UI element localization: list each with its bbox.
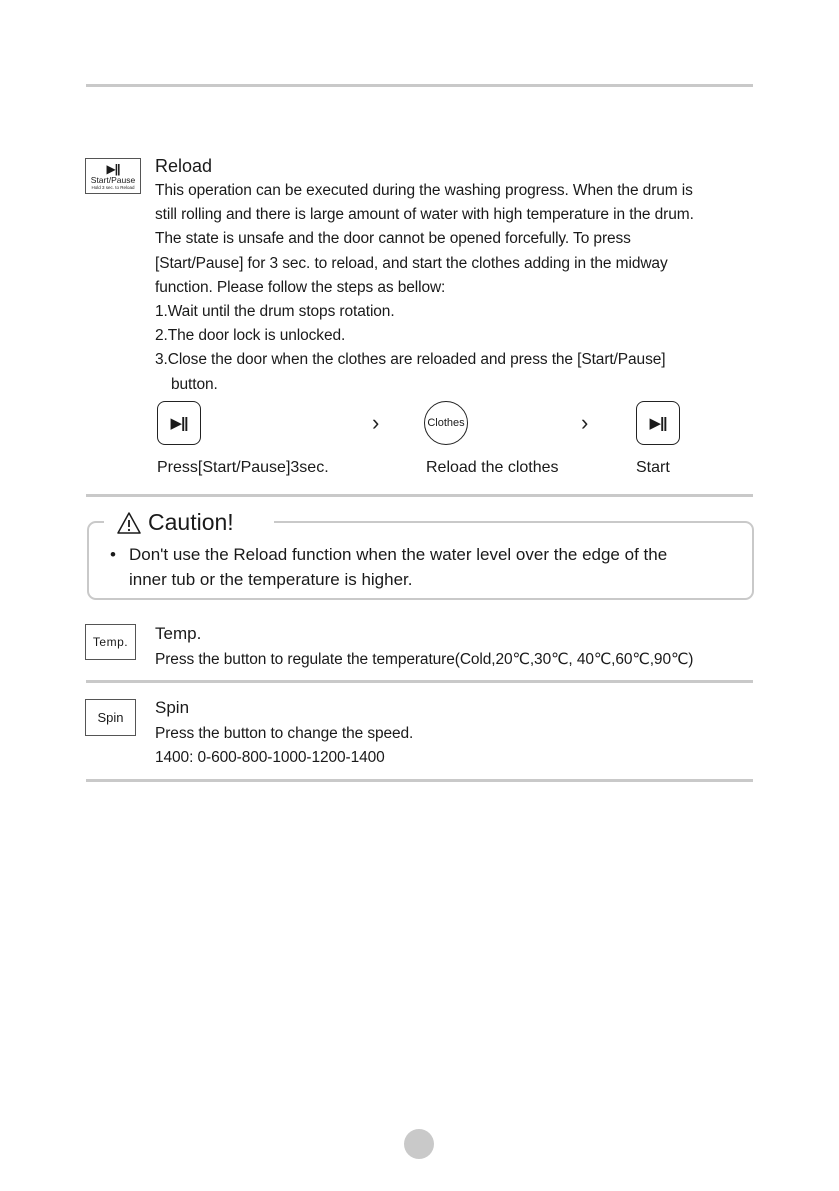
reload-title: Reload (155, 156, 213, 176)
top-divider (86, 84, 753, 87)
reload-description-line: This operation can be executed during the washing progress. When the drum is (155, 182, 693, 199)
bottom-divider (86, 779, 753, 782)
spin-description: Press the button to change the speed. (155, 725, 414, 742)
clothes-icon-label: Clothes (427, 417, 465, 429)
temp-button-icon (85, 624, 136, 660)
start-pause-button-icon (85, 158, 141, 194)
flow-start-button (636, 401, 680, 445)
temp-title: Temp. (155, 624, 202, 643)
section-divider (86, 680, 753, 683)
reload-steps-list (155, 300, 755, 397)
start-pause-icon-sublabel: Hold 3 sec. to Reload (91, 184, 135, 190)
reload-description-line: still rolling and there is large amount of water with high temperature in the drum. (155, 206, 694, 224)
caution-line: Don't use the Reload function when the water level over the edge of the (129, 545, 668, 564)
flow-step2-caption: Reload the clothes (426, 459, 559, 476)
reload-description (155, 179, 755, 397)
bullet: • (110, 545, 116, 564)
spin-speeds: 1400: 0-600-800-1000-1200-1400 (155, 749, 385, 766)
page-number-badge (404, 1129, 434, 1159)
spin-title: Spin (155, 698, 190, 717)
start-pause-icon-label: Start/Pause (90, 174, 136, 185)
reload-description-line: function. Please follow the steps as bellow: (155, 278, 446, 296)
flow-step3-caption: Start (636, 459, 670, 476)
reload-description-line: [Start/Pause] for 3 sec. to reload, and start the clothes adding in the midway (155, 254, 668, 272)
caution-line: inner tub or the temperature is higher. (129, 570, 413, 589)
caution-heading (116, 509, 234, 536)
caution-text (110, 542, 667, 592)
reload-description-line: The state is unsafe and the door cannot be opened forcefully. To press (155, 230, 631, 248)
reload-step: 3.Close the door when the clothes are reloaded and press the [Start/Pause] (155, 351, 666, 369)
flow-step1-caption: Press[Start/Pause]3sec. (157, 459, 329, 476)
flow-arrow-icon: › (581, 410, 589, 435)
spin-icon-label: Spin (97, 710, 124, 725)
play-pause-icon: ▶|| (170, 415, 188, 432)
section-divider (86, 494, 753, 497)
reload-step: 1.Wait until the drum stops rotation. (155, 303, 395, 321)
reload-step: 2.The door lock is unlocked. (155, 327, 346, 345)
spin-button-icon (85, 699, 136, 736)
temp-icon-label: Temp. (92, 635, 129, 649)
play-pause-icon: ▶|| (649, 415, 667, 432)
flow-clothes-icon (424, 401, 468, 445)
flow-start-pause-button (157, 401, 201, 445)
warning-triangle-icon (116, 511, 142, 535)
temp-description: Press the button to regulate the temperature(Cold,20℃,30℃, 40℃,60℃,90℃) (155, 651, 694, 668)
reload-step-continuation: button. (171, 375, 218, 393)
caution-title: Caution! (148, 509, 234, 535)
play-pause-icon: ▶|| (106, 161, 120, 176)
flow-arrow-icon: › (372, 410, 380, 435)
